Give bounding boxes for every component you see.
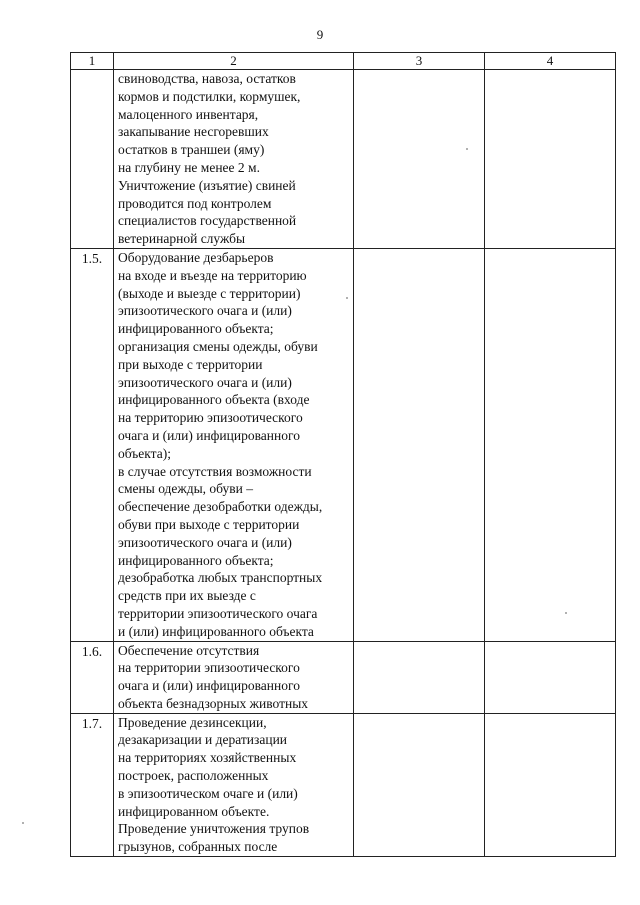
description-line: на глубину не менее 2 м. — [118, 159, 260, 175]
column-header-4: 4 — [485, 53, 616, 70]
description-line: малоценного инвентаря, — [118, 106, 259, 122]
description-line: обуви при выходе с территории — [118, 516, 300, 532]
table-header-row — [71, 53, 616, 70]
description-line: инфицированном объекте. — [118, 803, 270, 819]
measures-table — [70, 52, 616, 857]
description-line: на территориях хозяйственных — [118, 750, 297, 766]
scan-speck — [466, 148, 468, 150]
column-3-cell — [354, 713, 485, 856]
column-4-cell — [485, 248, 616, 641]
description-line: эпизоотического очага и (или) — [118, 303, 292, 319]
description-line: обеспечение дезобработки одежды, — [118, 499, 323, 515]
scan-speck — [565, 612, 567, 614]
column-4-cell — [485, 70, 616, 249]
column-4-cell — [485, 713, 616, 856]
description-line: и (или) инфицированного объекта — [118, 623, 314, 639]
description-line: построек, расположенных — [118, 768, 269, 784]
description-line: очага и (или) инфицированного — [118, 427, 300, 443]
description-line: Проведение уничтожения трупов — [118, 821, 310, 837]
measure-description-cell — [114, 248, 354, 641]
description-line: Уничтожение (изъятие) свиней — [118, 177, 296, 193]
description-line: эпизоотического очага и (или) — [118, 374, 292, 390]
description-line: Проведение дезинсекции, — [118, 714, 267, 730]
description-line: очага и (или) инфицированного — [118, 678, 300, 694]
description-line: в эпизоотическом очаге и (или) — [118, 785, 298, 801]
description-line: инфицированного объекта; — [118, 321, 274, 337]
column-3-cell — [354, 641, 485, 713]
description-line: дезобработка любых транспортных — [118, 570, 323, 586]
description-line: (выходе и выезде с территории) — [118, 285, 301, 301]
table-row — [71, 641, 616, 713]
description-line: грызунов, собранных после — [118, 839, 278, 855]
column-3-cell — [354, 248, 485, 641]
row-number-cell: 1.5. — [71, 248, 114, 641]
description-line: смены одежды, обуви – — [118, 481, 254, 497]
description-line: территории эпизоотического очага — [118, 605, 318, 621]
description-line: ветеринарной службы — [118, 231, 246, 247]
description-line: инфицированного объекта (входе — [118, 392, 310, 408]
column-4-cell — [485, 641, 616, 713]
description-line: на территорию эпизоотического — [118, 410, 303, 426]
table-row — [71, 248, 616, 641]
column-header-3: 3 — [354, 53, 485, 70]
description-line: проводится под контролем — [118, 195, 272, 211]
measure-description-cell — [114, 713, 354, 856]
description-line: объекта безнадзорных животных — [118, 695, 309, 711]
description-line: при выходе с территории — [118, 356, 263, 372]
table-row — [71, 713, 616, 856]
measure-description-cell — [114, 641, 354, 713]
scan-speck — [346, 297, 348, 299]
description-line: объекта); — [118, 445, 171, 461]
description-line: закапывание несгоревших — [118, 124, 269, 140]
description-line: организация смены одежды, обуви — [118, 338, 318, 354]
description-line: на входе и въезде на территорию — [118, 267, 307, 283]
page-number: 9 — [316, 27, 324, 42]
description-line: свиноводства, навоза, остатков — [118, 71, 296, 86]
description-line: инфицированного объекта; — [118, 552, 274, 568]
row-number-cell — [71, 70, 114, 249]
description-line: Оборудование дезбарьеров — [118, 249, 274, 265]
description-line: в случае отсутствия возможности — [118, 463, 312, 479]
description-line: кормов и подстилки, кормушек, — [118, 88, 301, 104]
scan-speck — [22, 822, 24, 824]
description-line: эпизоотического очага и (или) — [118, 534, 292, 550]
description-line: остатков в траншеи (яму) — [118, 142, 265, 158]
column-3-cell — [354, 70, 485, 249]
description-line: средств при их выезде с — [118, 588, 256, 604]
table-row — [71, 70, 616, 249]
column-header-1: 1 — [71, 53, 114, 70]
description-line: специалистов государственной — [118, 213, 297, 229]
description-line: дезакаризации и дератизации — [118, 732, 288, 748]
column-header-2: 2 — [114, 53, 354, 70]
row-number-cell: 1.7. — [71, 713, 114, 856]
description-line: на территории эпизоотического — [118, 660, 300, 676]
measure-description-cell — [114, 70, 354, 249]
description-line: Обеспечение отсутствия — [118, 642, 260, 658]
row-number-cell: 1.6. — [71, 641, 114, 713]
